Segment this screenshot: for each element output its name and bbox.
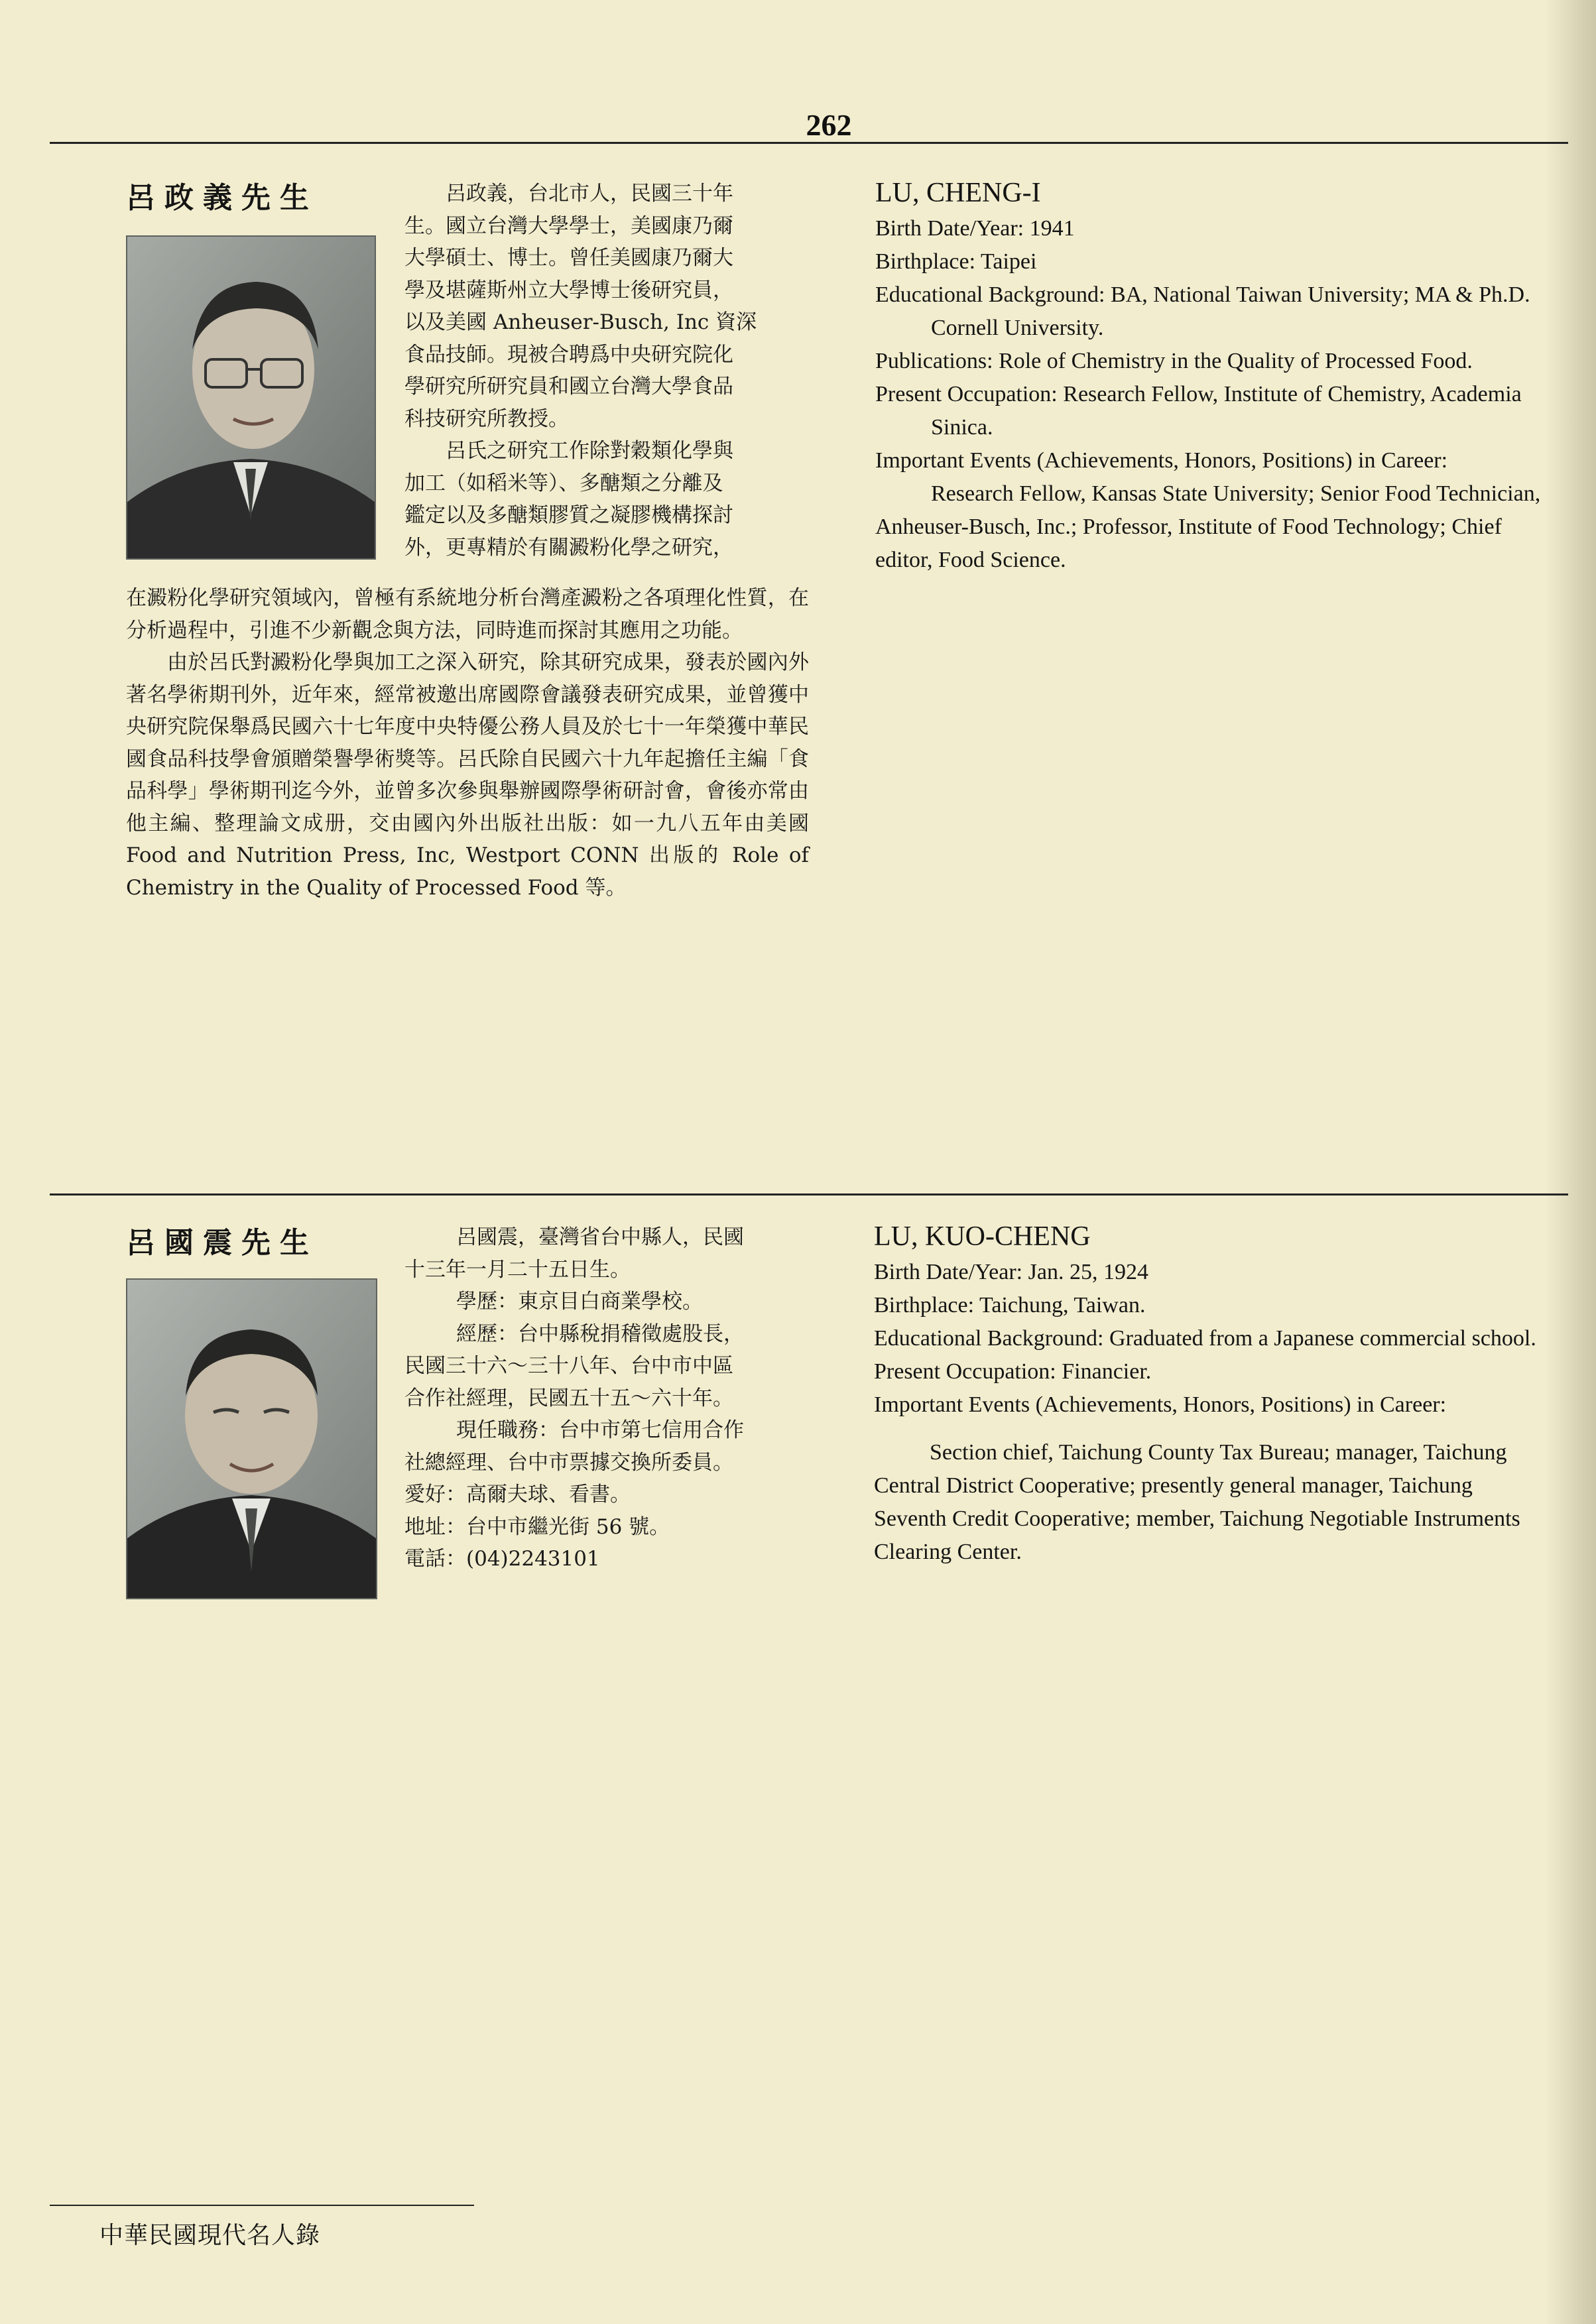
entry-1-portrait-photo [126, 235, 376, 560]
bio-line: 呂國震，臺灣省台中縣人，民國 [456, 1225, 744, 1249]
footer-rule [50, 2205, 474, 2206]
field-important-events [874, 1388, 1544, 1422]
entry-2-zh-heading: 呂國震先生 [126, 1226, 318, 1260]
entry-2-en-events: Section chief, Taichung County Tax Bureau; manager, Taichung Central District Cooperative; presently general manager, Taichung Seventh Credit Cooperative; member, Taichung Negotiable Instruments Clearing Center. [874, 1440, 1520, 1564]
bio-paragraph: 由於呂氏對澱粉化學與加工之深入研究，除其研究成果，發表於國內外著名學術期刊外，近年來，經常被邀出席國際會議發表研究成果，並曾獲中央研究院保舉爲民國六十七年度中央特優公務人員及於七十一年榮獲中華民國食品科技學會頒贈榮譽學術獎等。呂氏除自民國六十九年起擔任主編「食品科學」學術期刊迄今外，並曾多次參與舉辦國際學術研討會，會後亦常由他主編、整理論文成册，交由國內外出版社出版：如一九八五年由美國 Food and Nutrition Press, Inc, Westport CONN 出版的 Role of Chemistry in the Quality of Processed Food 等。 [126, 650, 809, 900]
field-value: BA, National Taiwan University; MA & Ph.D. Cornell University. [931, 282, 1530, 340]
bio-paragraph: 在澱粉化學研究領域內，曾極有系統地分析台灣產澱粉之各項理化性質，在分析過程中，引進不少新觀念與方法，同時進而探討其應用之功能。 [126, 586, 809, 642]
field-label: Birthplace: [874, 1293, 975, 1317]
field-label: Present Occupation: [875, 382, 1058, 406]
field-value: 1941 [1029, 216, 1075, 241]
field-occupation [875, 378, 1545, 444]
entry-separator-rule [50, 1193, 1568, 1195]
entry-1-en-bio [875, 174, 1545, 577]
bio-line: 愛好：高爾夫球、看書。 [404, 1483, 631, 1506]
footer-book-title: 中華民國現代名人錄 [99, 2222, 321, 2249]
field-birthplace [874, 1289, 1544, 1322]
bio-line: 電話：(04)2243101 [404, 1547, 600, 1571]
field-birth-date [874, 1256, 1544, 1289]
bio-line: 外，更專精於有關澱粉化學之研究， [404, 535, 733, 560]
field-label: Educational Background: [874, 1326, 1104, 1351]
entry-1-en-events: Research Fellow, Kansas State University; Senior Food Technician, Anheuser-Busch, Inc.; Professor, Institute of Food Technology; Chief editor, Food Science. [875, 481, 1541, 572]
field-label: Educational Background: [875, 282, 1105, 307]
field-birthplace [875, 245, 1545, 278]
entry-1-zh-bio-bottom [126, 582, 809, 904]
entry-2-en-bio [874, 1217, 1544, 1569]
portrait-illustration [127, 1280, 376, 1598]
field-value: Jan. 25, 1924 [1028, 1260, 1148, 1284]
bio-line: 民國三十六～三十八年、台中市中區 [404, 1354, 733, 1378]
field-label: Publications: [875, 349, 993, 373]
field-education [874, 1322, 1544, 1355]
bio-line: 經歷：台中縣稅捐稽徵處股長， [456, 1321, 744, 1346]
bio-line: 鑑定以及多醣類膠質之凝膠機構探討 [404, 503, 733, 527]
bio-line: 以及美國 Anheuser-Busch, Inc 資深 [404, 310, 757, 334]
bio-line: 大學碩士、博士。曾任美國康乃爾大 [404, 246, 733, 270]
entry-2-portrait-photo [126, 1278, 377, 1599]
field-value: Research Fellow, Institute of Chemistry, Academia Sinica. [931, 382, 1522, 440]
bio-line: 地址：台中市繼光街 56 號。 [404, 1514, 670, 1539]
entry-2-en-name: LU, KUO-CHENG [874, 1221, 1091, 1252]
bio-line: 十三年一月二十五日生。 [404, 1257, 631, 1282]
bio-line: 合作社經理，民國五十五～六十年。 [404, 1386, 733, 1410]
field-birth-date [875, 212, 1545, 245]
entry-1-zh-bio-top [404, 178, 809, 564]
portrait-illustration [127, 237, 375, 558]
bio-line: 現任職務：台中市第七信用合作 [456, 1418, 744, 1442]
entry-2-zh-bio [404, 1221, 809, 1575]
bio-line: 社總經理、台中市票據交換所委員。 [404, 1450, 733, 1475]
field-label: Important Events (Achievements, Honors, Positions) in Career: [875, 448, 1448, 473]
field-value: Graduated from a Japanese commercial school. [1109, 1326, 1536, 1351]
bio-line: 加工（如稻米等）、多醣類之分離及 [404, 471, 723, 495]
page-number: 262 [806, 108, 852, 142]
bio-line: 呂政義，台北市人，民國三十年 [446, 182, 733, 206]
bio-line: 科技研究所教授。 [404, 406, 569, 431]
field-publications [875, 345, 1545, 378]
field-label: Birthplace: [875, 249, 976, 274]
field-label: Birth Date/Year: [874, 1260, 1023, 1284]
field-important-events [875, 444, 1545, 477]
field-value: Financier. [1062, 1359, 1152, 1384]
page-edge-shading [1545, 0, 1596, 2324]
field-value: Taichung, Taiwan. [979, 1293, 1146, 1317]
top-rule [50, 142, 1568, 144]
field-value: Role of Chemistry in the Quality of Processed Food. [999, 349, 1473, 373]
field-label: Present Occupation: [874, 1359, 1056, 1384]
entry-1-en-name: LU, CHENG-I [875, 178, 1041, 208]
field-label: Birth Date/Year: [875, 216, 1024, 241]
field-occupation [874, 1355, 1544, 1388]
bio-line: 食品技師。現被合聘爲中央研究院化 [404, 342, 733, 367]
entry-1-zh-heading: 呂政義先生 [126, 181, 318, 215]
bio-line: 學研究所研究員和國立台灣大學食品 [404, 375, 733, 398]
bio-line: 呂氏之研究工作除對穀類化學與 [446, 439, 733, 463]
field-value: Taipei [980, 249, 1037, 274]
field-label: Important Events (Achievements, Honors, Positions) in Career: [874, 1392, 1447, 1417]
bio-line: 學歷：東京目白商業學校。 [456, 1290, 703, 1314]
bio-line: 生。國立台灣大學學士，美國康乃爾 [404, 214, 733, 238]
field-education [875, 278, 1545, 345]
bio-line: 學及堪薩斯州立大學博士後研究員， [404, 278, 733, 302]
